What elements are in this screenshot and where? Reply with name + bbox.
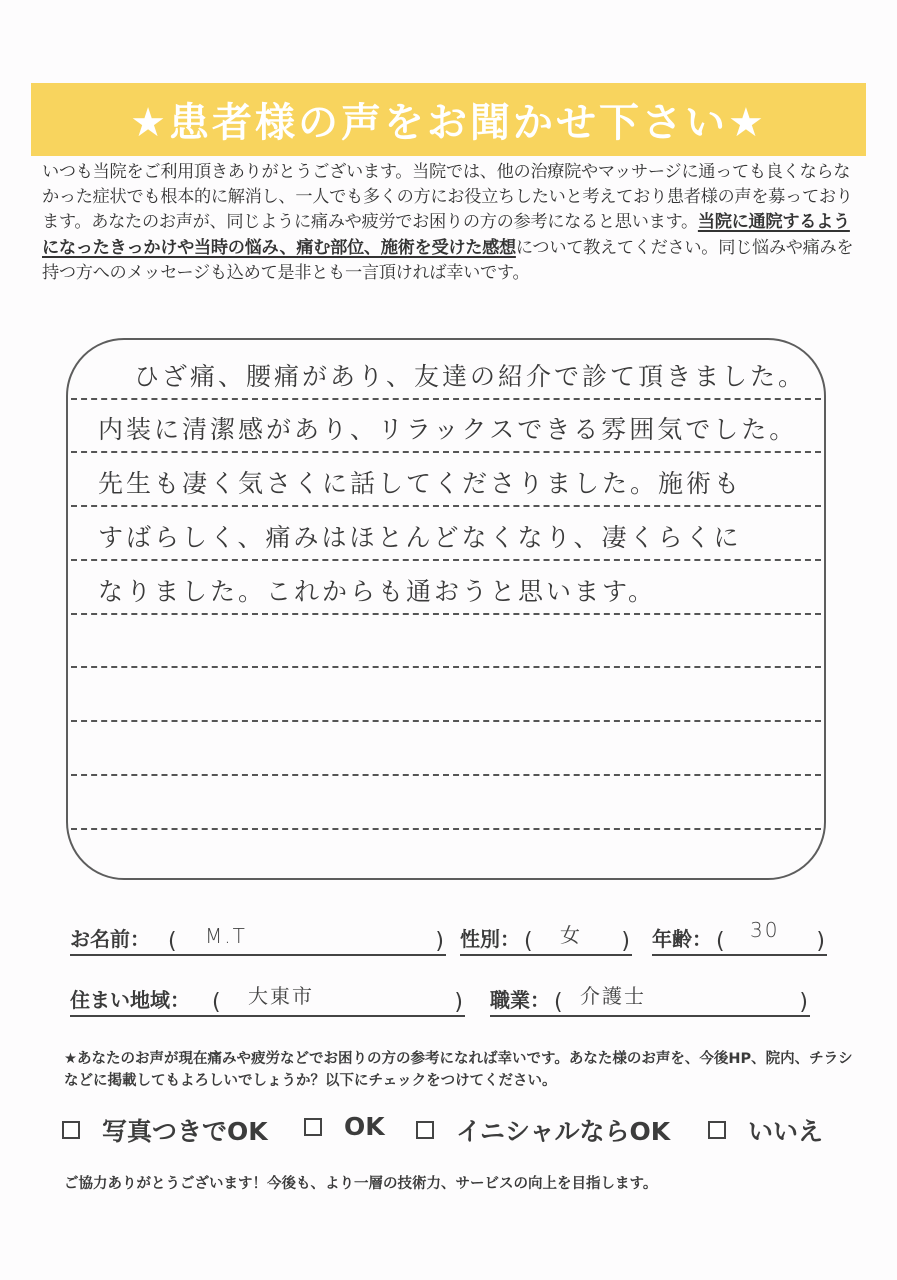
option-label: いいえ <box>748 1117 824 1146</box>
option-label: イニシャルならOK <box>456 1117 671 1146</box>
option-label: OK <box>344 1112 385 1141</box>
gender-label: 性別： <box>460 927 520 951</box>
ruled-line <box>71 828 821 830</box>
job-label: 職業： <box>490 988 550 1012</box>
thanks-message: ご協力ありがとうございます！今後も、より一層の技術力、サービスの向上を目指します。 <box>64 1176 658 1192</box>
area-value: 大東市 <box>248 984 314 1008</box>
paren-close: ) <box>816 929 825 954</box>
ruled-line <box>71 666 821 668</box>
option-label: 写真つきでOK <box>102 1117 268 1146</box>
paren-open: ( <box>212 990 221 1015</box>
ruled-line <box>71 720 821 722</box>
title-banner <box>31 83 866 156</box>
paren-close: ) <box>454 990 463 1015</box>
option-ok[interactable] <box>304 1112 385 1141</box>
ruled-line <box>71 398 821 400</box>
name-label: お名前： <box>70 927 150 951</box>
paren-close: ) <box>435 929 444 954</box>
testimonial-line-3: 先生も凄く気さくに話してくださりました。施術も <box>98 469 743 498</box>
page-title: ★患者様の声をお聞かせ下さい★ <box>130 100 767 146</box>
job-value: 介護士 <box>580 984 646 1008</box>
intro-text-part1: いつも当院をご利用頂きありがとうございます。当院では、他の治療院やマッサージに通っても良くならなかった症状でも根本的に解消し、一人でも多くの方にお役立ちしたいと考えており患者様の声を募っております。あなたのお声が、同じように痛みや疲労でお困りの方の参考になると思います。 <box>42 162 853 233</box>
ruled-line <box>71 505 821 507</box>
paren-close: ) <box>799 990 808 1015</box>
job-field[interactable] <box>490 981 810 1017</box>
ruled-line <box>71 774 821 776</box>
name-field[interactable] <box>70 920 446 956</box>
ruled-line <box>71 451 821 453</box>
paren-open: ( <box>524 929 533 954</box>
gender-field[interactable] <box>460 920 632 956</box>
age-value: 30 <box>750 918 780 942</box>
intro-paragraph <box>42 160 862 286</box>
checkbox[interactable] <box>708 1121 726 1139</box>
testimonial-line-2: 内装に清潔感があり、リラックスできる雰囲気でした。 <box>98 415 798 444</box>
paren-open: ( <box>554 990 563 1015</box>
checkbox[interactable] <box>416 1121 434 1139</box>
checkbox[interactable] <box>62 1121 80 1139</box>
testimonial-box[interactable] <box>66 338 826 880</box>
paren-open: ( <box>716 929 725 954</box>
option-photo-ok[interactable] <box>62 1112 268 1148</box>
option-initial-ok[interactable] <box>416 1112 670 1148</box>
testimonial-line-1: ひざ痛、腰痛があり、友達の紹介で診て頂きました。 <box>134 362 807 391</box>
gender-value: 女 <box>560 923 582 947</box>
area-field[interactable] <box>70 981 465 1017</box>
age-field[interactable] <box>652 920 827 956</box>
intro-text-part2: について教えてください。同じ悩みや痛みを持つ方へのメッセージも込めて是非とも一言頂ければ幸いです。 <box>42 237 854 283</box>
testimonial-line-4: すばらしく、痛みはほとんどなくなり、凄くらくに <box>98 523 742 552</box>
testimonial-line-5: なりました。これからも通おうと思います。 <box>98 577 657 606</box>
checkbox[interactable] <box>304 1118 322 1136</box>
paren-open: ( <box>168 929 177 954</box>
intro-emphasis: 当院に通院するようになったきっかけや当時の悩み、痛む部位、施術を受けた感想 <box>42 212 850 258</box>
ruled-line <box>71 613 821 615</box>
paren-close: ) <box>621 929 630 954</box>
ruled-line <box>71 559 821 561</box>
consent-options <box>62 1112 842 1152</box>
option-no[interactable] <box>708 1112 823 1148</box>
age-label: 年齢： <box>652 927 712 951</box>
consent-text: ★あなたのお声が現在痛みや疲労などでお困りの方の参考になれば幸いです。あなた様のお声を、今後HP、院内、チラシなどに掲載してもよろしいでしょうか？以下にチェックをつけてください。 <box>64 1051 853 1089</box>
name-value: M.T <box>205 924 247 948</box>
area-label: 住まい地域： <box>70 988 190 1012</box>
